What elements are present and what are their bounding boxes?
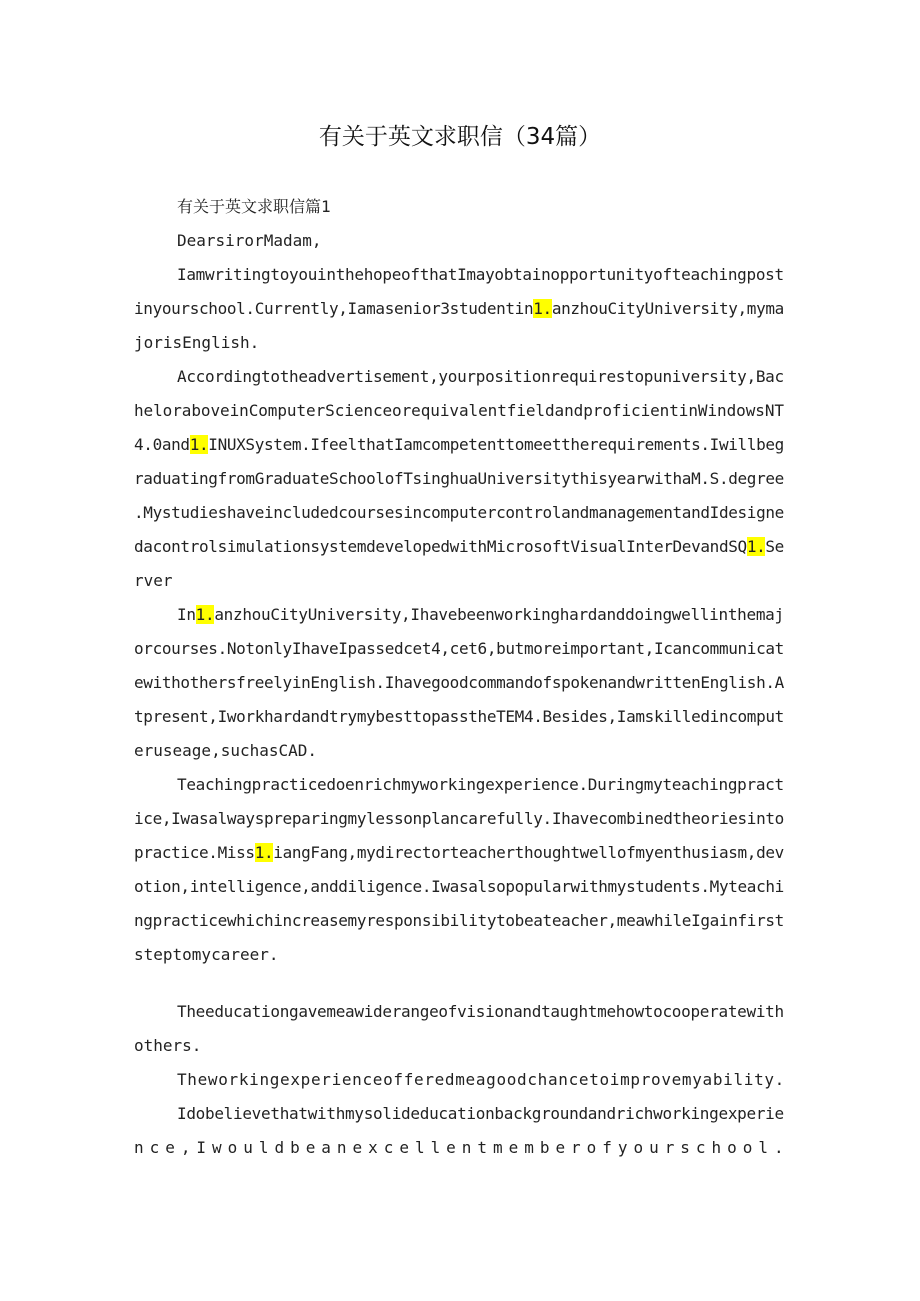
- text-line: [134, 394, 784, 428]
- text-segment: ngpracticewhichincreasemyresponsibilitytobeateacher,meawhileIgainfirst: [134, 911, 784, 930]
- text-segment: inyourschool.Currently,Iamasenior3studentin: [134, 299, 534, 318]
- text-line: [177, 258, 784, 292]
- highlighted-text: 1.: [533, 299, 552, 318]
- text-segment: IamwritingtoyouinthehopeofthatImayobtainopportunityofteachingpost: [177, 265, 784, 284]
- text-segment: .MystudieshaveincludedcoursesincomputercontrolandmanagementandIdesigne: [134, 503, 784, 522]
- text-line: [134, 802, 784, 836]
- text-segment: rver: [134, 571, 173, 590]
- text-line: [177, 598, 784, 632]
- text-line: [134, 632, 784, 666]
- text-line: [177, 768, 784, 802]
- text-line: [177, 190, 331, 224]
- text-segment: Se: [765, 537, 784, 556]
- text-segment: steptomycareer.: [134, 945, 279, 964]
- text-line: [134, 530, 784, 564]
- text-line: [177, 360, 784, 394]
- text-segment: eruseage,suchasCAD.: [134, 741, 318, 760]
- text-line: [134, 836, 784, 870]
- text-line: [134, 496, 784, 530]
- highlighted-text: 1.: [746, 537, 766, 556]
- text-segment: Theeducationgavemeawiderangeofvisionandtaughtmehowtocooperatewith: [177, 1001, 784, 1021]
- text-line: [134, 292, 784, 326]
- text-segment: raduatingfromGraduateSchoolofTsinghuaUniversitythisyearwithaM.S.degree: [134, 469, 784, 488]
- text-segment: Theworkingexperienceofferedmeagoodchancetoimprovemyability.: [177, 1069, 785, 1089]
- text-line: [134, 700, 784, 734]
- highlighted-text: 1.: [189, 435, 209, 454]
- text-line: [177, 1063, 785, 1097]
- text-line: [134, 938, 279, 972]
- text-line: [134, 564, 173, 598]
- text-segment: ice,Iwasalwayspreparingmylessonplancarefully.Ihavecombinedtheoriesinto: [134, 809, 784, 828]
- highlighted-text: 1.: [195, 605, 215, 624]
- text-segment: anzhouCityUniversity,myma: [551, 299, 784, 318]
- text-segment: 4.0and: [134, 435, 190, 454]
- text-segment: others.: [134, 1035, 202, 1055]
- text-segment: anzhouCityUniversity,Ihavebeenworkinghardanddoingwellinthemaj: [214, 605, 784, 624]
- text-segment: iangFang,mydirectorteacherthoughtwellofmyenthusiasm,dev: [273, 843, 784, 862]
- text-line: [134, 870, 784, 904]
- text-segment: dacontrolsimulationsystemdevelopedwithMicrosoftVisualInterDevandSQ: [134, 537, 747, 556]
- text-segment: otion,intelligence,anddiligence.Iwasalsopopularwithmystudents.Myteachi: [134, 877, 784, 896]
- text-segment: practice.Miss: [134, 843, 255, 862]
- text-line: [134, 666, 784, 700]
- text-line: [134, 326, 259, 360]
- text-line: [134, 1131, 790, 1165]
- text-segment: DearsirorMadam,: [177, 231, 322, 250]
- text-segment: jorisEnglish.: [134, 333, 260, 352]
- text-segment: In: [177, 605, 196, 624]
- text-segment: heloraboveinComputerScienceorequivalentfieldandproficientinWindowsNT: [134, 401, 784, 420]
- text-segment: Teachingpracticedoenrichmyworkingexperience.Duringmyteachingpract: [177, 775, 784, 794]
- text-line: [134, 904, 784, 938]
- text-segment: Idobelievethatwithmysolideducationbackgroundandrichworkingexperie: [177, 1103, 784, 1123]
- text-line: [177, 1097, 784, 1131]
- text-segment: Accordingtotheadvertisement,yourpositionrequirestopuniversity,Bac: [177, 367, 784, 386]
- text-segment: nce,Iwouldbeanexcellentmemberofyourschool.: [134, 1137, 790, 1157]
- text-line: [134, 428, 784, 462]
- text-line: [177, 224, 322, 258]
- highlighted-text: 1.: [254, 843, 274, 862]
- text-line: [177, 995, 784, 1029]
- text-segment: 有关于英文求职信篇1: [177, 197, 331, 216]
- text-line: [134, 462, 784, 496]
- text-segment: ewithothersfreelyinEnglish.IhavegoodcommandofspokenandwrittenEnglish.A: [134, 673, 784, 692]
- text-line: [134, 1029, 201, 1063]
- document-title: 有关于英文求职信（34篇）: [318, 124, 602, 150]
- text-line: [134, 734, 317, 768]
- text-segment: orcourses.NotonlyIhaveIpassedcet4,cet6,butmoreimportant,Icancommunicat: [134, 639, 784, 658]
- text-segment: INUXSystem.IfeelthatIamcompetenttomeettherequirements.Iwillbeg: [208, 435, 784, 454]
- text-segment: tpresent,IworkhardandtrymybesttopasstheTEM4.Besides,Iamskilledincomput: [134, 707, 784, 726]
